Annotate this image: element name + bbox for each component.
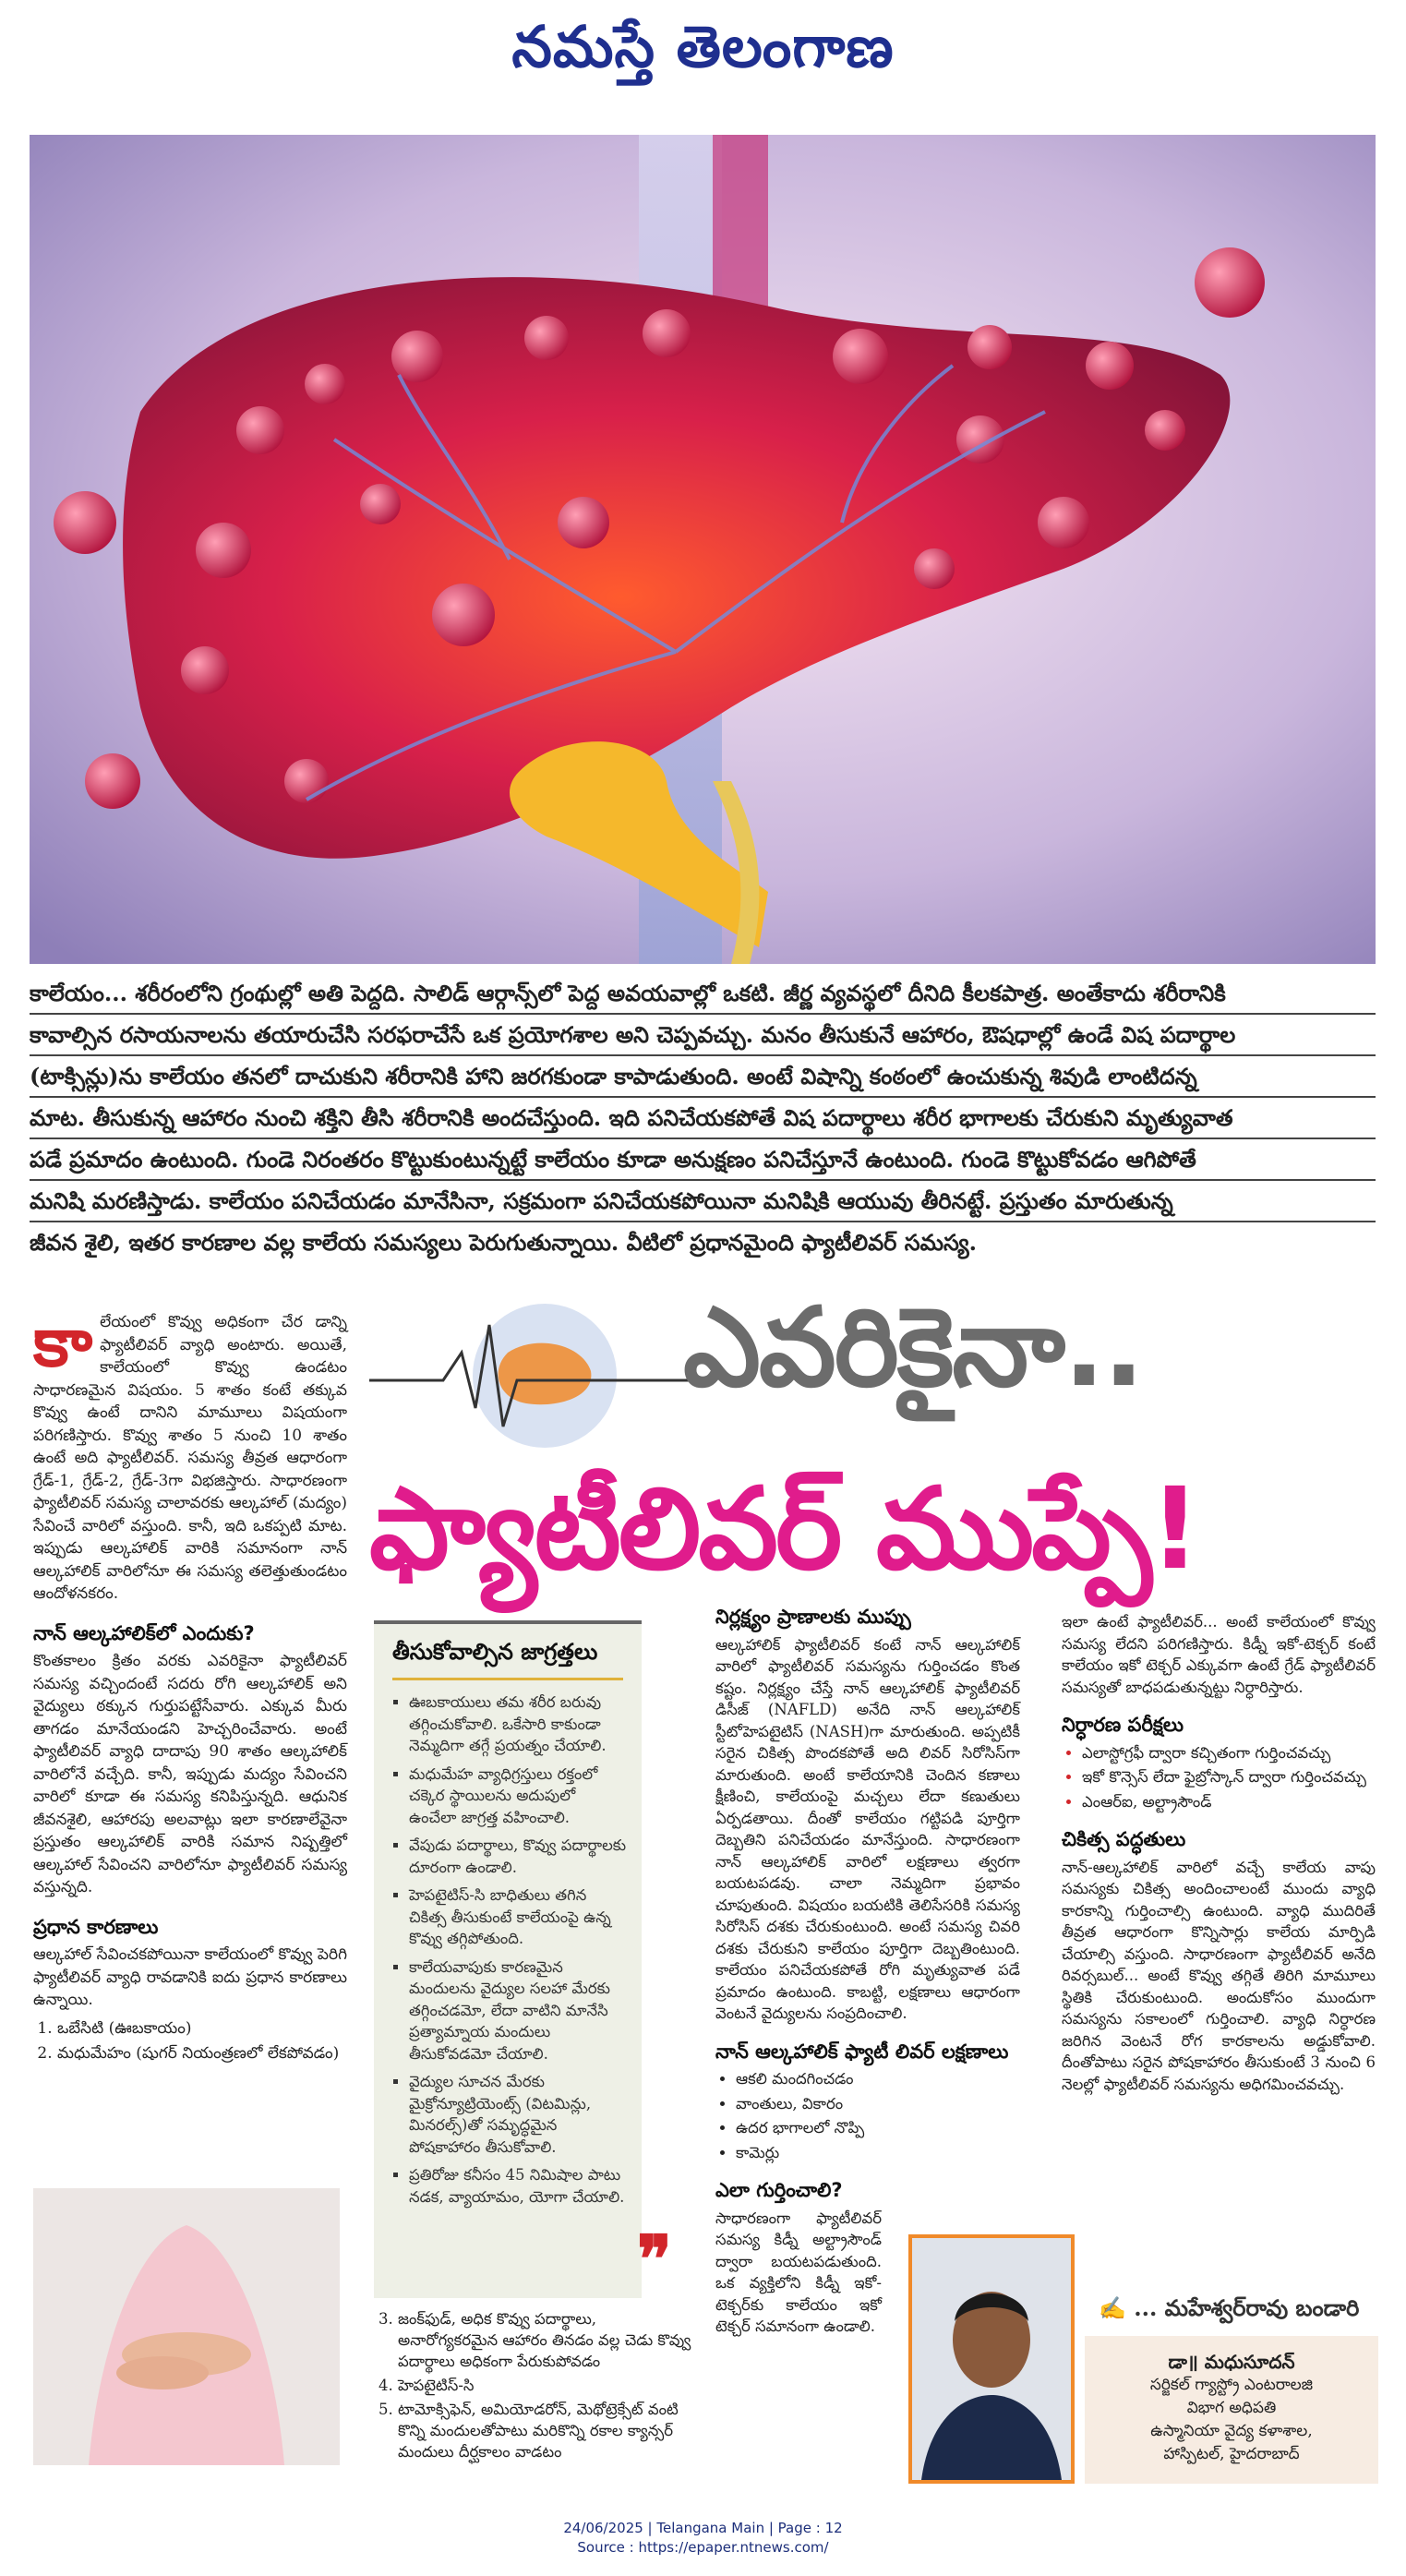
headline-line2: ఫ్యాటీలివర్ ముప్పే!: [369, 1463, 1198, 1595]
doctor-title: విభాగ అధిపతి: [1186, 2399, 1277, 2417]
list-item: • ఇకో కొన్సెస్ లేదా ఫైబ్రోస్కాన్ ద్వారా గుర్తించవచ్చు: [1082, 1766, 1376, 1788]
tests-list: [1062, 1742, 1376, 1813]
paragraph: ఆల్కహాలిక్ ఫ్యాటీలివర్ కంటే నాన్ ఆల్కహాలిక్ వారిలో ఫ్యాటీలివర్ సమస్యను గుర్తించడం కొంత కష్టం. నిర్లక్ష్యం చేస్తే నాన్ ఆల్కహాలిక్ ఫ్యాటీలివర్ డిసీజ్ (NAFLD) అనేది నాన్ ఆల్కహాలిక్ స్టీటోహెపటైటిస్ (NASH)గా మారుతుంది. అప్పటికీ సరైన చికిత్స పొందకపోతే అది లివర్ సిరోసిస్‌గా మారుతుంది. అంటే కాలేయానికి చెందిన కణాలు క్షీణించి, కాలేయంపై మచ్చలు లేదా కణుతులు ఏర్పడతాయి. దీంతో కాలేయం గట్టిపడి పూర్తిగా దెబ్బతిని పనిచేయడం మానేస్తుంది. సాధారణంగా నాన్ ఆల్కహాలిక్ వారిలో లక్షణాలు త్వరగా బయటపడవు. చాలా నెమ్మదిగా ప్రభావం చూపుతుంది. విషయం బయటికి తెలిసేసరికి సమస్య సిరోసిస్ దశకు చేరుకుంటుంది. అంటే సమస్య చివరి దశకు చేరుకుని కాలేయం పూర్తిగా దెబ్బతింటుంది. కాలేయం పనిచేయకపోతే రోగి మృత్యువాత పడే ప్రమాదం ఉంటుంది. కాబట్టి, లక్షణాలు ఆధారంగా వెంటనే వైద్యులను సంప్రదించాలి.: [715, 1635, 1020, 2022]
intro-paragraph: [30, 973, 1376, 1262]
list-item: 2. మధుమేహం (షుగర్ నియంత్రణలో లేకపోవడం): [57, 2042, 347, 2065]
column-1: [33, 1303, 347, 2068]
lead-text: లేయంలో కొవ్వు అధికంగా చేర డాన్ని ఫ్యాటీలివర్ వ్యాధి అంటారు. అయితే, కాలేయంలో కొవ్వు ఉండటం సాధారణమైన విషయం. 5 శాతం కంటే తక్కువ కొవ్వు ఉంటే దానిని మామూలు విషయంగా పరిగణిస్తారు. కొవ్వు శాతం 5 నుంచి 10 శాతం ఉంటే అది ఫ్యాటీలివర్. సమస్య తీవ్రత ఆధారంగా గ్రేడ్-1, గ్రేడ్-2, గ్రేడ్-3గా విభజిస్తారు. సాధారణంగా ఫ్యాటీలివర్ సమస్య చాలావరకు ఆల్కహాల్ (మద్యం) సేవించే వారిలో వస్తుంది. కానీ, ఇది ఒకప్పటి మాట. ఇప్పుడు ఆల్కహాలిక్ వారికి సమానంగా నాన్ ఆల్కహాలిక్ వారిలోనూ ఈ సమస్య తలెత్తుతుండటం ఆందోళనకరం.: [33, 1313, 347, 1603]
box-title: తీసుకోవాల్సిన జాగ్రత్తలు: [392, 1639, 623, 1680]
list-item: ▪ ప్రతిరోజు కనీసం 45 నిమిషాల పాటు నడక, వ్యాయామం, యోగా చేయాలి.: [409, 2164, 627, 2208]
paragraph: ఇలా ఉంటే ఫ్యాటీలివర్... అంటే కాలేయంలో కొవ్వు సమస్య లేదని పరిగణిస్తారు. కిడ్నీ ఇకో-టెక్చర్ కంటే కాలేయం ఇకో టెక్చర్ ఎక్కువగా ఉంటే గ్రేడ్ ఫ్యాటీలివర్ సమస్యతో బాధపడుతున్నట్టు నిర్ధారిస్తారు.: [1062, 1613, 1376, 1696]
list-item: • ఆకలి మందగించడం: [736, 2068, 1020, 2090]
intro-line: కాలేయం... శరీరంలోని గ్రంథుల్లో అతి పెద్దది. సాలిడ్ ఆర్గాన్స్‌లో పెద్ద అవయవాల్లో ఒకటి. జీర్ణ వ్యవస్థలో దీనిది కీలకపాత్ర. అంతేకాదు శరీరానికి: [30, 973, 1376, 1015]
list-item: ▪ హెపటైటిస్-సి బాధితులు తగిన చికిత్స తీసుకుంటే కాలేయంపై ఉన్న కొవ్వు తగ్గిపోతుంది.: [409, 1884, 627, 1950]
paragraph: ఆల్కహాల్ సేవించకపోయినా కాలేయంలో కొవ్వు పెరిగి ఫ్యాటీలివర్ వ్యాధి రావడానికి ఐదు ప్రధాన కారణాలు ఉన్నాయి.: [33, 1945, 347, 2009]
doctor-name: డా॥ మధుసూదన్: [1168, 2351, 1295, 2373]
section-heading: నాన్ ఆల్కహాలిక్ ఫ్యాటీ లివర్ లక్షణాలు: [715, 2040, 1009, 2063]
list-item: 3. జంక్‌ఫుడ్, అధిక కొవ్వు పదార్థాలు, అనారోగ్యకరమైన ఆహారం తినడం వల్ల చెడు కొవ్వు పదార్థాలు అధికంగా పేరుకుపోవడం: [398, 2308, 692, 2372]
precautions-list: [374, 1691, 642, 2208]
list-item: ▪ వేపుడు పదార్థాలు, కొవ్వు పదార్థాలకు దూరంగా ఉండాలి.: [409, 1835, 627, 1878]
doctor-photo: [908, 2234, 1075, 2484]
list-item: • వాంతులు, వికారం: [736, 2093, 1020, 2115]
section-heading: నిర్ధారణ పరీక్షలు: [1062, 1714, 1184, 1736]
list-item: • ఎంఆర్ఐ, అల్ట్రాసౌండ్: [1082, 1791, 1376, 1813]
footer: [0, 2519, 1406, 2558]
section-heading: నిర్లక్ష్యం ప్రాణాలకు ముప్పు: [715, 1606, 911, 1628]
symptoms-list: [715, 2068, 1020, 2163]
paragraph: కొంతకాలం క్రితం వరకు ఎవరికైనా ఫ్యాటీలివర్ సమస్య వచ్చిందంటే సదరు రోగి ఆల్కహాలిక్ అని వైద్యులు ఠక్కున గుర్తుపట్టేసేవారు. ఎక్కువ మీరు తాగడం మానేయండని హెచ్చరించేవారు. అంటే ఫ్యాటీలివర్ వ్యాధి దాదాపు 90 శాతం ఆల్కహాలిక్ వారిలోనే వచ్చేది. కానీ, ఇప్పుడు మద్యం సేవించని వారిలో కూడా ఈ సమస్య కనిపిస్తున్నది. ఆధునిక జీవనశైలి, ఆహారపు అలవాట్లు ఇలా కారణాలేవైనా ప్రస్తుతం ఆల్కహాలిక్ వారికి సమాన నిష్పత్తిలో ఆల్కహాల్ సేవించని వారిలోనూ ఫ్యాటీలివర్ సమస్య వస్తున్నది.: [33, 1652, 347, 1896]
paragraph: నాన్-ఆల్కహాలిక్ వారిలో వచ్చే కాలేయ వాపు సమస్యకు చికిత్స అందించాలంటే ముందు వ్యాధి కారకాన్ని గుర్తించాల్సి ఉంటుంది. వ్యాధి ముదిరితే తీవ్రత ఆధారంగా కొన్నిసార్లు కాలేయ మార్పిడి చేయాల్సి వస్తుంది. సాధారణంగా ఫ్యాటీలివర్ అనేది రివర్సబుల్... అంటే కొవ్వు తగ్గితే తిరిగి మామూలు స్థితికి చేరుకుంటుంది. అందుకోసం ముందుగా సమస్యను సకాలంలో గుర్తించాలి. వ్యాధి నిర్ధారణ జరిగిన వెంటనే రోగ కారకాలను అడ్డుకోవాలి. దీంతోపాటు సరైన పోషకాహారం తీసుకుంటే 3 నుంచి 6 నెలల్లో ఫ్యాటీలివర్ సమస్యను అధిగమించవచ్చు.: [1062, 1858, 1376, 2093]
list-item: ▪ మధుమేహ వ్యాధిగ్రస్తులు రక్తంలో చక్కెర స్థాయిలను అదుపులో ఉంచేలా జాగ్రత్త వహించాలి.: [409, 1763, 627, 1829]
section-heading: ఎలా గుర్తించాలి?: [715, 2179, 843, 2201]
pen-icon: ✍: [1099, 2294, 1126, 2321]
heartbeat-liver-icon: [369, 1297, 711, 1454]
drop-cap: కా: [33, 1303, 93, 1382]
intro-line: మనిషి మరణిస్తాడు. కాలేయం పనిచేయడం మానేసినా, సక్రమంగా పనిచేయకపోయినా మనిషికి ఆయువు తీరినట్టే. ప్రస్తుతం మారుతున్న: [30, 1181, 1376, 1222]
causes-list: [33, 2017, 347, 2065]
byline: [1099, 2294, 1359, 2327]
list-item: • ఎలాస్టోగ్రఫీ ద్వారా కచ్చితంగా గుర్తించవచ్చు: [1082, 1742, 1376, 1764]
intro-line: పడే ప్రమాదం ఉంటుంది. గుండె నిరంతరం కొట్టుకుంటున్నట్టే కాలేయం కూడా అనుక్షణం పనిచేస్తూనే ఉంటుంది. గుండె కొట్టుకోవడం ఆగిపోతే: [30, 1139, 1376, 1181]
doctor-title: సర్జికల్ గ్యాస్ట్రో ఎంటరాలజి: [1149, 2376, 1314, 2394]
list-item: ▪ వైద్యుల సూచన మేరకు మైక్రోన్యూట్రియెంట్స్ (విటమిన్లు, మినరల్స్)తో సమృద్ధమైన పోషకాహారం తీసుకోవాలి.: [409, 2071, 627, 2158]
paragraph: సాధారణంగా ఫ్యాటీలివర్ సమస్య కిడ్నీ అల్ట్రాసౌండ్ ద్వారా బయటపడుతుంది. ఒక వ్యక్తిలోని కిడ్నీ ఇకో-టెక్చర్‌కు కాలేయం ఇకో టెక్చర్ సమానంగా ఉండాలి.: [715, 2209, 882, 2335]
masthead: [0, 0, 1406, 111]
intro-line: కావాల్సిన రసాయనాలను తయారుచేసి సరఫరాచేసే ఒక ప్రయోగశాల అని చెప్పవచ్చు. మనం తీసుకునే ఆహారం, ఔషధాల్లో ఉండే విష పదార్థాల: [30, 1015, 1376, 1056]
intro-line: (టాక్సిన్లు)ను కాలేయం తనలో దాచుకుని శరీరానికి హాని జరగకుండా కాపాడుతుంది. అంటే విషాన్ని కంఠంలో ఉంచుకున్న శివుడి లాంటిదన్న: [30, 1056, 1376, 1098]
list-item: 1. ఒబేసిటి (ఊబకాయం): [57, 2017, 347, 2040]
headline-line1: ఎవరికైనా..: [683, 1283, 1143, 1411]
section-heading: చికిత్స పద్ధతులు: [1062, 1828, 1186, 1850]
causes-list-continued: [374, 2308, 692, 2462]
footer-source-link[interactable]: Source : https://epaper.ntnews.com/: [577, 2539, 829, 2556]
section-heading: నాన్ ఆల్కహాలిక్‌లో ఎందుకు?: [33, 1621, 255, 1644]
list-item: • కామెర్లు: [736, 2142, 1020, 2164]
woman-photo: [33, 2188, 340, 2465]
precautions-box: [374, 1620, 642, 2298]
lead-paragraph: [33, 1303, 347, 1606]
liver-illustration: [30, 135, 1376, 964]
list-item: 4. హెపటైటిస్-సి: [398, 2375, 692, 2396]
quote-mark-icon: ❞: [637, 2221, 672, 2297]
column-4: [1062, 1611, 1376, 2101]
intro-line: మాట. తీసుకున్న ఆహారం నుంచి శక్తిని తీసి శరీరానికి అందచేస్తుంది. ఇది పనిచేయకపోతే విష పదార్థాలు శరీర భాగాలకు చేరుకుని మృత్యువాత: [30, 1098, 1376, 1139]
list-item: ▪ కాలేయవాపుకు కారణమైన మందులను వైద్యుల సలహా మేరకు తగ్గించడమో, లేదా వాటిని మానేసి ప్రత్యామ్నాయ మందులు తీసుకోవడమో చేయాలి.: [409, 1956, 627, 2065]
byline-text: ... మహేశ్వర్‌రావు బండారి: [1134, 2294, 1360, 2321]
masthead-title: నమస్తే తెలంగాణ: [511, 13, 895, 80]
list-item: ▪ ఊబకాయులు తమ శరీర బరువు తగ్గించుకోవాలి. ఒకేసారి కాకుండా నెమ్మదిగా తగ్గే ప్రయత్నం చేయాలి.: [409, 1691, 627, 1757]
list-item: 5. టామోక్సిఫెన్, అమియోడరోన్, మెథోట్రెక్సేట్ వంటి కొన్ని మందులతోపాటు మరికొన్ని రకాల క్యాన్సర్ మందులు దీర్ఘకాలం వాడటం: [398, 2399, 692, 2462]
footer-edition: 24/06/2025 | Telangana Main | Page : 12: [563, 2520, 843, 2536]
section-heading: ప్రధాన కారణాలు: [33, 1915, 159, 1938]
column-2-continued: [374, 2308, 692, 2465]
list-item: • ఉదర భాగాలలో నొప్పి: [736, 2117, 1020, 2139]
intro-line: జీవన శైలి, ఇతర కారణాల వల్ల కాలేయ సమస్యలు పెరుగుతున్నాయి. వీటిలో ప్రధానమైంది ఫ్యాటీలివర్ సమస్య.: [30, 1229, 977, 1256]
hero-image: [30, 135, 1376, 964]
doctor-title: హాస్పిటల్, హైదరాబాద్: [1163, 2445, 1300, 2463]
column-3: [715, 1607, 1020, 2343]
doctor-title: ఉస్మానియా వైద్య కళాశాల,: [1150, 2422, 1313, 2440]
doctor-card: [1085, 2336, 1378, 2484]
